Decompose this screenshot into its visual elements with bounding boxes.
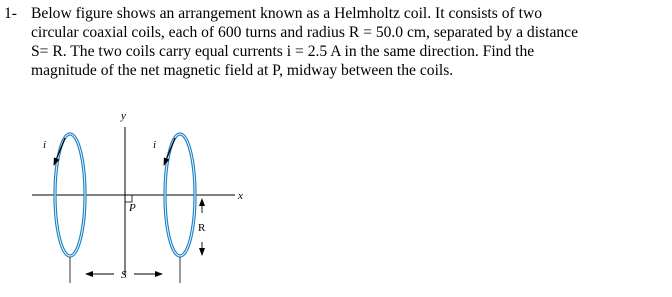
problem-text: Below figure shows an arrangement known as a Helmholtz coil. It consists of two circular coaxial coils, each of 600 turns and radius R = 50.0 cm, separated by a distance S= R. The two coils carry equal currents i = 2.5 A in the same direction. Find the magnitude of the net magnetic field at P, midway between the coils. [31, 5, 579, 79]
x-axis-label: x [238, 190, 243, 202]
current-label-right: i [153, 139, 157, 151]
point-p-label: P [129, 202, 136, 214]
point-p-marker [125, 195, 132, 202]
radius-label: R [198, 222, 206, 234]
helmholtz-coil-figure [30, 105, 260, 291]
current-arrow-right [164, 138, 175, 165]
helmholtz-diagram [30, 105, 260, 291]
current-arrow-left [54, 138, 65, 165]
separation-label: S [121, 269, 127, 281]
problem-number: 1- [4, 5, 17, 22]
current-label-left: i [43, 139, 47, 151]
y-axis-label: y [121, 110, 126, 122]
problem-statement [4, 4, 668, 80]
